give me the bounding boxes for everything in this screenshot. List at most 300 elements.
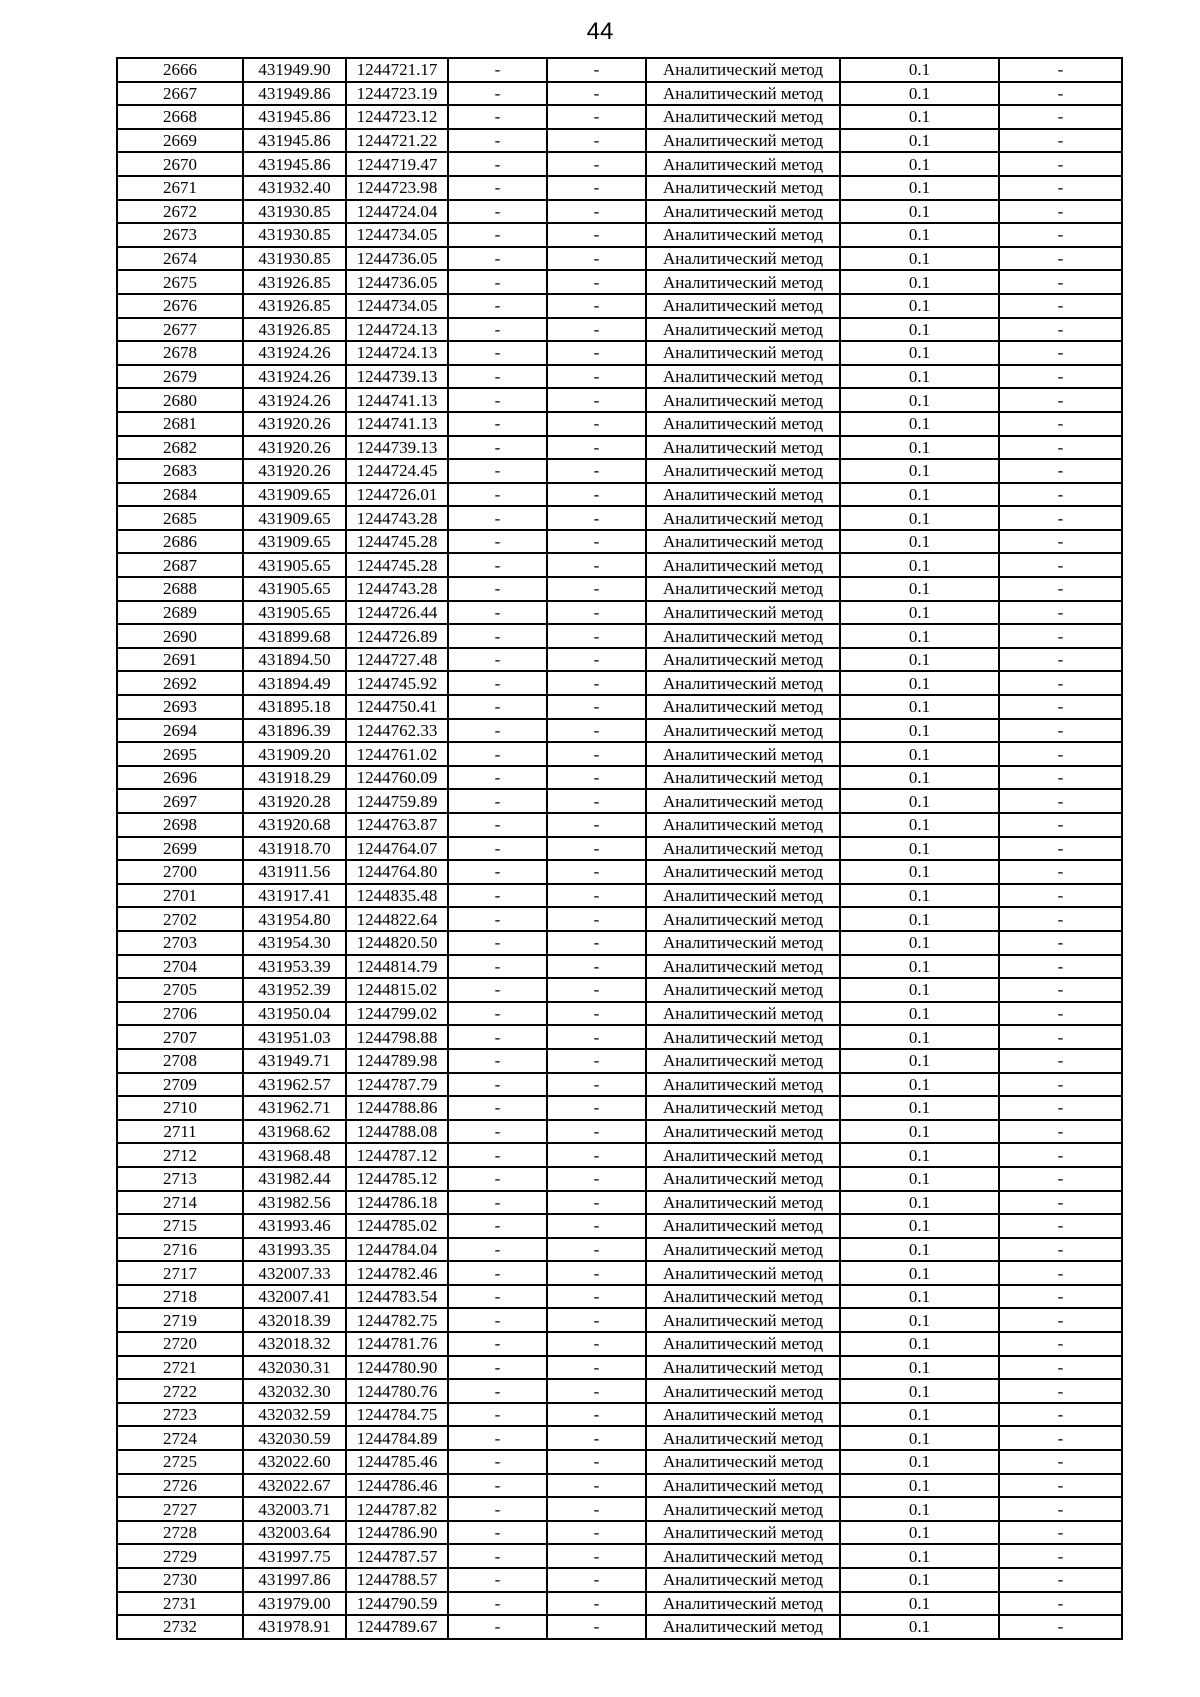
point-number-cell: 2684	[117, 483, 243, 507]
x-coordinate-cell: 431909.65	[243, 483, 346, 507]
empty-cell-3: -	[999, 530, 1122, 554]
point-number-cell: 2724	[117, 1426, 243, 1450]
y-coordinate-cell: 1244788.86	[346, 1096, 448, 1120]
y-coordinate-cell: 1244724.13	[346, 341, 448, 365]
point-number-cell: 2671	[117, 176, 243, 200]
empty-cell-2: -	[547, 884, 646, 908]
y-coordinate-cell: 1244743.28	[346, 506, 448, 530]
empty-cell-2: -	[547, 553, 646, 577]
x-coordinate-cell: 431949.90	[243, 58, 346, 82]
y-coordinate-cell: 1244786.46	[346, 1474, 448, 1498]
method-cell: Аналитический метод	[646, 1285, 840, 1309]
empty-cell-1: -	[448, 1332, 547, 1356]
method-cell: Аналитический метод	[646, 1049, 840, 1073]
x-coordinate-cell: 432018.39	[243, 1308, 346, 1332]
empty-cell-2: -	[547, 837, 646, 861]
y-coordinate-cell: 1244760.09	[346, 766, 448, 790]
empty-cell-3: -	[999, 129, 1122, 153]
empty-cell-3: -	[999, 1238, 1122, 1262]
accuracy-cell: 0.1	[840, 1073, 999, 1097]
table-row	[117, 648, 1122, 672]
empty-cell-2: -	[547, 247, 646, 271]
empty-cell-3: -	[999, 1191, 1122, 1215]
table-row	[117, 1497, 1122, 1521]
empty-cell-2: -	[547, 506, 646, 530]
y-coordinate-cell: 1244789.98	[346, 1049, 448, 1073]
empty-cell-1: -	[448, 1426, 547, 1450]
empty-cell-1: -	[448, 1568, 547, 1592]
point-number-cell: 2719	[117, 1308, 243, 1332]
accuracy-cell: 0.1	[840, 766, 999, 790]
table-row	[117, 1615, 1122, 1639]
empty-cell-1: -	[448, 152, 547, 176]
accuracy-cell: 0.1	[840, 789, 999, 813]
point-number-cell: 2695	[117, 742, 243, 766]
point-number-cell: 2708	[117, 1049, 243, 1073]
empty-cell-2: -	[547, 695, 646, 719]
empty-cell-3: -	[999, 1474, 1122, 1498]
empty-cell-1: -	[448, 365, 547, 389]
empty-cell-3: -	[999, 671, 1122, 695]
y-coordinate-cell: 1244784.75	[346, 1403, 448, 1427]
y-coordinate-cell: 1244782.75	[346, 1308, 448, 1332]
x-coordinate-cell: 431924.26	[243, 388, 346, 412]
accuracy-cell: 0.1	[840, 955, 999, 979]
y-coordinate-cell: 1244736.05	[346, 247, 448, 271]
empty-cell-3: -	[999, 1261, 1122, 1285]
y-coordinate-cell: 1244745.28	[346, 553, 448, 577]
x-coordinate-cell: 431968.48	[243, 1143, 346, 1167]
point-number-cell: 2720	[117, 1332, 243, 1356]
y-coordinate-cell: 1244741.13	[346, 412, 448, 436]
table-row	[117, 860, 1122, 884]
method-cell: Аналитический метод	[646, 1568, 840, 1592]
y-coordinate-cell: 1244785.02	[346, 1214, 448, 1238]
empty-cell-2: -	[547, 294, 646, 318]
empty-cell-3: -	[999, 1285, 1122, 1309]
point-number-cell: 2725	[117, 1450, 243, 1474]
empty-cell-3: -	[999, 766, 1122, 790]
empty-cell-1: -	[448, 955, 547, 979]
x-coordinate-cell: 431924.26	[243, 365, 346, 389]
point-number-cell: 2681	[117, 412, 243, 436]
method-cell: Аналитический метод	[646, 341, 840, 365]
accuracy-cell: 0.1	[840, 907, 999, 931]
method-cell: Аналитический метод	[646, 1332, 840, 1356]
y-coordinate-cell: 1244788.57	[346, 1568, 448, 1592]
empty-cell-1: -	[448, 1261, 547, 1285]
x-coordinate-cell: 432032.59	[243, 1403, 346, 1427]
empty-cell-2: -	[547, 436, 646, 460]
y-coordinate-cell: 1244721.22	[346, 129, 448, 153]
point-number-cell: 2729	[117, 1544, 243, 1568]
empty-cell-1: -	[448, 1615, 547, 1639]
table-row	[117, 1261, 1122, 1285]
method-cell: Аналитический метод	[646, 553, 840, 577]
table-row	[117, 1214, 1122, 1238]
empty-cell-3: -	[999, 1568, 1122, 1592]
point-number-cell: 2690	[117, 624, 243, 648]
accuracy-cell: 0.1	[840, 695, 999, 719]
point-number-cell: 2722	[117, 1379, 243, 1403]
empty-cell-3: -	[999, 1379, 1122, 1403]
y-coordinate-cell: 1244784.04	[346, 1238, 448, 1262]
accuracy-cell: 0.1	[840, 223, 999, 247]
empty-cell-1: -	[448, 1191, 547, 1215]
accuracy-cell: 0.1	[840, 1120, 999, 1144]
y-coordinate-cell: 1244785.12	[346, 1167, 448, 1191]
method-cell: Аналитический метод	[646, 1143, 840, 1167]
x-coordinate-cell: 431926.85	[243, 318, 346, 342]
method-cell: Аналитический метод	[646, 1025, 840, 1049]
empty-cell-3: -	[999, 931, 1122, 955]
method-cell: Аналитический метод	[646, 907, 840, 931]
method-cell: Аналитический метод	[646, 837, 840, 861]
point-number-cell: 2667	[117, 82, 243, 106]
accuracy-cell: 0.1	[840, 176, 999, 200]
point-number-cell: 2723	[117, 1403, 243, 1427]
table-row	[117, 907, 1122, 931]
point-number-cell: 2709	[117, 1073, 243, 1097]
method-cell: Аналитический метод	[646, 860, 840, 884]
table-row	[117, 483, 1122, 507]
x-coordinate-cell: 431930.85	[243, 247, 346, 271]
empty-cell-1: -	[448, 1497, 547, 1521]
empty-cell-2: -	[547, 813, 646, 837]
table-row	[117, 1049, 1122, 1073]
table-row	[117, 247, 1122, 271]
empty-cell-3: -	[999, 1167, 1122, 1191]
empty-cell-1: -	[448, 1521, 547, 1545]
method-cell: Аналитический метод	[646, 1261, 840, 1285]
accuracy-cell: 0.1	[840, 1025, 999, 1049]
x-coordinate-cell: 431896.39	[243, 719, 346, 743]
y-coordinate-cell: 1244782.46	[346, 1261, 448, 1285]
method-cell: Аналитический метод	[646, 152, 840, 176]
point-number-cell: 2701	[117, 884, 243, 908]
x-coordinate-cell: 431945.86	[243, 105, 346, 129]
accuracy-cell: 0.1	[840, 813, 999, 837]
accuracy-cell: 0.1	[840, 553, 999, 577]
method-cell: Аналитический метод	[646, 1521, 840, 1545]
accuracy-cell: 0.1	[840, 577, 999, 601]
table-row	[117, 1073, 1122, 1097]
x-coordinate-cell: 431918.29	[243, 766, 346, 790]
accuracy-cell: 0.1	[840, 931, 999, 955]
accuracy-cell: 0.1	[840, 341, 999, 365]
empty-cell-2: -	[547, 152, 646, 176]
empty-cell-1: -	[448, 860, 547, 884]
y-coordinate-cell: 1244764.07	[346, 837, 448, 861]
method-cell: Аналитический метод	[646, 1403, 840, 1427]
table-row	[117, 553, 1122, 577]
empty-cell-1: -	[448, 884, 547, 908]
method-cell: Аналитический метод	[646, 978, 840, 1002]
y-coordinate-cell: 1244724.04	[346, 200, 448, 224]
x-coordinate-cell: 431952.39	[243, 978, 346, 1002]
coordinates-table-body	[117, 58, 1122, 1639]
point-number-cell: 2731	[117, 1592, 243, 1616]
empty-cell-3: -	[999, 1615, 1122, 1639]
empty-cell-1: -	[448, 1238, 547, 1262]
x-coordinate-cell: 432032.30	[243, 1379, 346, 1403]
point-number-cell: 2676	[117, 294, 243, 318]
table-row	[117, 1403, 1122, 1427]
empty-cell-3: -	[999, 1096, 1122, 1120]
empty-cell-1: -	[448, 223, 547, 247]
y-coordinate-cell: 1244745.92	[346, 671, 448, 695]
empty-cell-1: -	[448, 1214, 547, 1238]
accuracy-cell: 0.1	[840, 1450, 999, 1474]
empty-cell-1: -	[448, 1049, 547, 1073]
method-cell: Аналитический метод	[646, 1214, 840, 1238]
point-number-cell: 2673	[117, 223, 243, 247]
empty-cell-1: -	[448, 318, 547, 342]
method-cell: Аналитический метод	[646, 176, 840, 200]
method-cell: Аналитический метод	[646, 577, 840, 601]
empty-cell-1: -	[448, 270, 547, 294]
empty-cell-2: -	[547, 671, 646, 695]
table-row	[117, 789, 1122, 813]
empty-cell-3: -	[999, 1002, 1122, 1026]
point-number-cell: 2666	[117, 58, 243, 82]
empty-cell-3: -	[999, 365, 1122, 389]
empty-cell-3: -	[999, 884, 1122, 908]
empty-cell-3: -	[999, 553, 1122, 577]
method-cell: Аналитический метод	[646, 223, 840, 247]
table-row	[117, 1025, 1122, 1049]
table-row	[117, 1379, 1122, 1403]
table-row	[117, 1191, 1122, 1215]
x-coordinate-cell: 431950.04	[243, 1002, 346, 1026]
method-cell: Аналитический метод	[646, 813, 840, 837]
method-cell: Аналитический метод	[646, 412, 840, 436]
table-row	[117, 270, 1122, 294]
x-coordinate-cell: 431905.65	[243, 601, 346, 625]
method-cell: Аналитический метод	[646, 719, 840, 743]
empty-cell-2: -	[547, 1238, 646, 1262]
y-coordinate-cell: 1244762.33	[346, 719, 448, 743]
method-cell: Аналитический метод	[646, 1474, 840, 1498]
table-row	[117, 82, 1122, 106]
empty-cell-3: -	[999, 1049, 1122, 1073]
accuracy-cell: 0.1	[840, 860, 999, 884]
table-row	[117, 813, 1122, 837]
accuracy-cell: 0.1	[840, 388, 999, 412]
empty-cell-1: -	[448, 388, 547, 412]
table-row	[117, 978, 1122, 1002]
empty-cell-1: -	[448, 671, 547, 695]
empty-cell-3: -	[999, 648, 1122, 672]
empty-cell-1: -	[448, 436, 547, 460]
table-row	[117, 1238, 1122, 1262]
accuracy-cell: 0.1	[840, 436, 999, 460]
y-coordinate-cell: 1244787.79	[346, 1073, 448, 1097]
empty-cell-1: -	[448, 105, 547, 129]
empty-cell-2: -	[547, 1544, 646, 1568]
empty-cell-1: -	[448, 742, 547, 766]
empty-cell-3: -	[999, 483, 1122, 507]
table-row	[117, 1426, 1122, 1450]
accuracy-cell: 0.1	[840, 1568, 999, 1592]
empty-cell-2: -	[547, 1002, 646, 1026]
table-row	[117, 955, 1122, 979]
empty-cell-1: -	[448, 1474, 547, 1498]
point-number-cell: 2710	[117, 1096, 243, 1120]
point-number-cell: 2706	[117, 1002, 243, 1026]
x-coordinate-cell: 432030.31	[243, 1356, 346, 1380]
point-number-cell: 2683	[117, 459, 243, 483]
table-row	[117, 530, 1122, 554]
y-coordinate-cell: 1244734.05	[346, 223, 448, 247]
empty-cell-2: -	[547, 1049, 646, 1073]
empty-cell-2: -	[547, 82, 646, 106]
table-row	[117, 1120, 1122, 1144]
point-number-cell: 2707	[117, 1025, 243, 1049]
point-number-cell: 2687	[117, 553, 243, 577]
table-row	[117, 58, 1122, 82]
empty-cell-1: -	[448, 1403, 547, 1427]
point-number-cell: 2691	[117, 648, 243, 672]
point-number-cell: 2682	[117, 436, 243, 460]
method-cell: Аналитический метод	[646, 506, 840, 530]
x-coordinate-cell: 431911.56	[243, 860, 346, 884]
x-coordinate-cell: 431982.56	[243, 1191, 346, 1215]
method-cell: Аналитический метод	[646, 1356, 840, 1380]
x-coordinate-cell: 431926.85	[243, 294, 346, 318]
point-number-cell: 2693	[117, 695, 243, 719]
empty-cell-1: -	[448, 695, 547, 719]
x-coordinate-cell: 431945.86	[243, 152, 346, 176]
point-number-cell: 2713	[117, 1167, 243, 1191]
empty-cell-3: -	[999, 1073, 1122, 1097]
empty-cell-2: -	[547, 1308, 646, 1332]
accuracy-cell: 0.1	[840, 1238, 999, 1262]
point-number-cell: 2700	[117, 860, 243, 884]
method-cell: Аналитический метод	[646, 1238, 840, 1262]
accuracy-cell: 0.1	[840, 1426, 999, 1450]
empty-cell-3: -	[999, 506, 1122, 530]
empty-cell-1: -	[448, 1167, 547, 1191]
accuracy-cell: 0.1	[840, 82, 999, 106]
x-coordinate-cell: 431909.20	[243, 742, 346, 766]
table-row	[117, 719, 1122, 743]
empty-cell-3: -	[999, 1592, 1122, 1616]
empty-cell-1: -	[448, 813, 547, 837]
accuracy-cell: 0.1	[840, 129, 999, 153]
accuracy-cell: 0.1	[840, 1544, 999, 1568]
accuracy-cell: 0.1	[840, 601, 999, 625]
empty-cell-1: -	[448, 978, 547, 1002]
empty-cell-2: -	[547, 1521, 646, 1545]
empty-cell-3: -	[999, 459, 1122, 483]
point-number-cell: 2714	[117, 1191, 243, 1215]
x-coordinate-cell: 431920.26	[243, 459, 346, 483]
empty-cell-2: -	[547, 648, 646, 672]
table-row	[117, 436, 1122, 460]
x-coordinate-cell: 431962.71	[243, 1096, 346, 1120]
point-number-cell: 2699	[117, 837, 243, 861]
point-number-cell: 2728	[117, 1521, 243, 1545]
empty-cell-2: -	[547, 907, 646, 931]
x-coordinate-cell: 431909.65	[243, 530, 346, 554]
empty-cell-1: -	[448, 1356, 547, 1380]
point-number-cell: 2703	[117, 931, 243, 955]
table-row	[117, 129, 1122, 153]
empty-cell-3: -	[999, 1544, 1122, 1568]
empty-cell-3: -	[999, 58, 1122, 82]
empty-cell-1: -	[448, 459, 547, 483]
method-cell: Аналитический метод	[646, 1592, 840, 1616]
empty-cell-2: -	[547, 1167, 646, 1191]
table-row	[117, 152, 1122, 176]
empty-cell-2: -	[547, 1356, 646, 1380]
accuracy-cell: 0.1	[840, 1615, 999, 1639]
empty-cell-2: -	[547, 530, 646, 554]
x-coordinate-cell: 431909.65	[243, 506, 346, 530]
point-number-cell: 2669	[117, 129, 243, 153]
y-coordinate-cell: 1244786.18	[346, 1191, 448, 1215]
empty-cell-2: -	[547, 1120, 646, 1144]
empty-cell-2: -	[547, 1073, 646, 1097]
x-coordinate-cell: 432022.67	[243, 1474, 346, 1498]
empty-cell-2: -	[547, 978, 646, 1002]
method-cell: Аналитический метод	[646, 955, 840, 979]
point-number-cell: 2672	[117, 200, 243, 224]
point-number-cell: 2721	[117, 1356, 243, 1380]
accuracy-cell: 0.1	[840, 1214, 999, 1238]
empty-cell-3: -	[999, 624, 1122, 648]
x-coordinate-cell: 431918.70	[243, 837, 346, 861]
accuracy-cell: 0.1	[840, 1191, 999, 1215]
empty-cell-2: -	[547, 1261, 646, 1285]
y-coordinate-cell: 1244726.89	[346, 624, 448, 648]
empty-cell-1: -	[448, 648, 547, 672]
accuracy-cell: 0.1	[840, 1403, 999, 1427]
empty-cell-3: -	[999, 1120, 1122, 1144]
method-cell: Аналитический метод	[646, 365, 840, 389]
empty-cell-1: -	[448, 577, 547, 601]
method-cell: Аналитический метод	[646, 1450, 840, 1474]
y-coordinate-cell: 1244790.59	[346, 1592, 448, 1616]
method-cell: Аналитический метод	[646, 1167, 840, 1191]
empty-cell-2: -	[547, 1615, 646, 1639]
method-cell: Аналитический метод	[646, 624, 840, 648]
empty-cell-3: -	[999, 955, 1122, 979]
accuracy-cell: 0.1	[840, 152, 999, 176]
x-coordinate-cell: 431951.03	[243, 1025, 346, 1049]
x-coordinate-cell: 431932.40	[243, 176, 346, 200]
table-row	[117, 671, 1122, 695]
x-coordinate-cell: 431949.86	[243, 82, 346, 106]
table-row	[117, 931, 1122, 955]
method-cell: Аналитический метод	[646, 82, 840, 106]
empty-cell-2: -	[547, 1214, 646, 1238]
method-cell: Аналитический метод	[646, 695, 840, 719]
point-number-cell: 2730	[117, 1568, 243, 1592]
empty-cell-2: -	[547, 577, 646, 601]
method-cell: Аналитический метод	[646, 884, 840, 908]
point-number-cell: 2675	[117, 270, 243, 294]
empty-cell-1: -	[448, 719, 547, 743]
table-row	[117, 742, 1122, 766]
accuracy-cell: 0.1	[840, 270, 999, 294]
empty-cell-2: -	[547, 1497, 646, 1521]
table-row	[117, 294, 1122, 318]
y-coordinate-cell: 1244719.47	[346, 152, 448, 176]
accuracy-cell: 0.1	[840, 1379, 999, 1403]
y-coordinate-cell: 1244727.48	[346, 648, 448, 672]
